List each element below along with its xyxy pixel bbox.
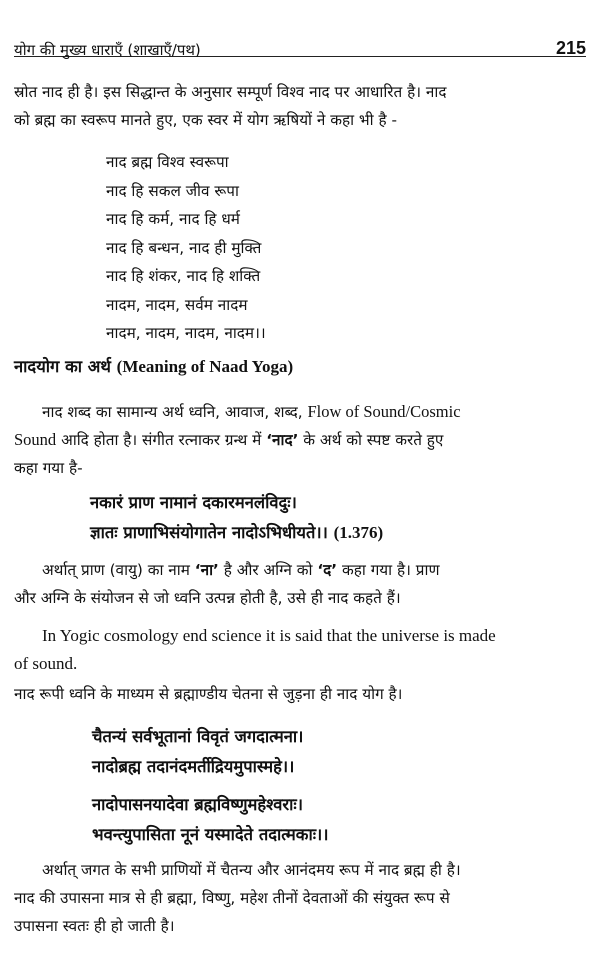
verse-line: नाद हि बन्धन, नाद ही मुक्ति — [106, 238, 262, 257]
verse-line: नाद हि कर्म, नाद हि धर्म — [106, 210, 240, 228]
running-title: योग की मुख्य धाराएँ (शाखाएँ/पथ) — [14, 41, 201, 59]
text-fragment: है और अग्नि को — [223, 561, 313, 579]
sanskrit-verse-upasana — [92, 790, 586, 850]
page-header — [14, 6, 586, 57]
page-number: 215 — [555, 38, 586, 58]
sanskrit-verse-nada — [90, 488, 586, 548]
conclusion-paragraph — [14, 856, 586, 940]
text-fragment: के अर्थ को स्पष्ट करते हुए — [303, 431, 444, 449]
english-paragraph — [14, 622, 586, 678]
verse-line: नादम, नादम, सर्वम नादम — [106, 295, 248, 314]
naad-yoga-definition — [14, 680, 586, 708]
text-line: In Yogic cosmology end science it is said that the universe is made — [42, 626, 496, 645]
explanation-paragraph — [14, 556, 586, 612]
text-fragment: अर्थात् प्राण (वायु) का नाम — [42, 561, 190, 579]
section-heading-hindi: नादयोग का अर्थ — [14, 357, 111, 376]
verse-line: नकारं प्राण नामानं दकारमनलंविदुः। — [90, 493, 297, 512]
text-line: को ब्रह्म का स्वरूप मानते हुए, एक स्वर में योग ऋषियों ने कहा भी है - — [14, 111, 398, 129]
sanskrit-verse-chaitanya — [92, 722, 586, 782]
text-line: स्रोत नाद ही है। इस सिद्धान्त के अनुसार सम्पूर्ण विश्व नाद पर आधारित है। नाद — [14, 83, 447, 101]
section-heading — [14, 354, 586, 377]
quoted-term: ‘नाद’ — [266, 431, 299, 449]
english-term: Sound — [14, 430, 57, 449]
text-line: अर्थात् जगत के सभी प्राणियों में चैतन्य और आनंदमय रूप में नाद ब्रह्म ही है। — [42, 861, 461, 879]
text-line: और अग्नि के संयोजन से जो ध्वनि उत्पन्न होती है, उसे ही नाद कहते हैं। — [14, 589, 401, 607]
verse-line: नाद हि शंकर, नाद हि शक्ति — [106, 267, 261, 285]
text-line: उपासना स्वतः ही हो जाती है। — [14, 917, 175, 935]
section-heading-english: (Meaning of Naad Yoga) — [116, 357, 294, 376]
intro-paragraph — [14, 78, 586, 134]
text-line: कहा गया है- — [14, 459, 83, 477]
verse-line: चैतन्यं सर्वभूतानां विवृतं जगदात्मना। — [92, 727, 304, 746]
text-line: नाद रूपी ध्वनि के माध्यम से ब्रह्माण्डीय चेतना से जुड़ना ही नाद योग है। — [14, 685, 403, 703]
verse-line: नादोब्रह्म तदानंदमर्तीद्रियमुपास्महे।। — [92, 757, 295, 776]
quoted-term: ‘द’ — [317, 561, 338, 579]
naad-verse — [106, 148, 586, 348]
text-line: नाद की उपासना मात्र से ही ब्रह्मा, विष्णु, महेश तीनों देवताओं की संयुक्त रूप से — [14, 889, 450, 907]
verse-reference: (1.376) — [333, 523, 384, 542]
quoted-term: ‘ना’ — [194, 561, 219, 579]
meaning-paragraph — [14, 398, 586, 482]
text-line: of sound. — [14, 654, 78, 673]
verse-line: नाद हि सकल जीव रूपा — [106, 181, 239, 200]
english-term: Flow of Sound/Cosmic — [307, 402, 461, 421]
text-fragment: आदि होता है। संगीत रत्नाकर ग्रन्थ में — [61, 431, 262, 449]
verse-line: नादोपासनयादेवा ब्रह्मविष्णुमहेश्वराः। — [92, 795, 303, 814]
text-fragment: कहा गया है। प्राण — [342, 561, 440, 579]
verse-line: नादम, नादम, नादम, नादम।। — [106, 324, 266, 342]
verse-line: भवन्त्युपासिता नूनं यस्मादेते तदात्मकाः।। — [92, 825, 329, 844]
text-fragment: नाद शब्द का सामान्य अर्थ ध्वनि, आवाज, शब्द, — [42, 403, 303, 421]
verse-line: नाद ब्रह्म विश्व स्वरूपा — [106, 153, 229, 171]
verse-line: ज्ञातः प्राणाभिसंयोगातेन नादोऽभिधीयते।। — [90, 523, 328, 542]
